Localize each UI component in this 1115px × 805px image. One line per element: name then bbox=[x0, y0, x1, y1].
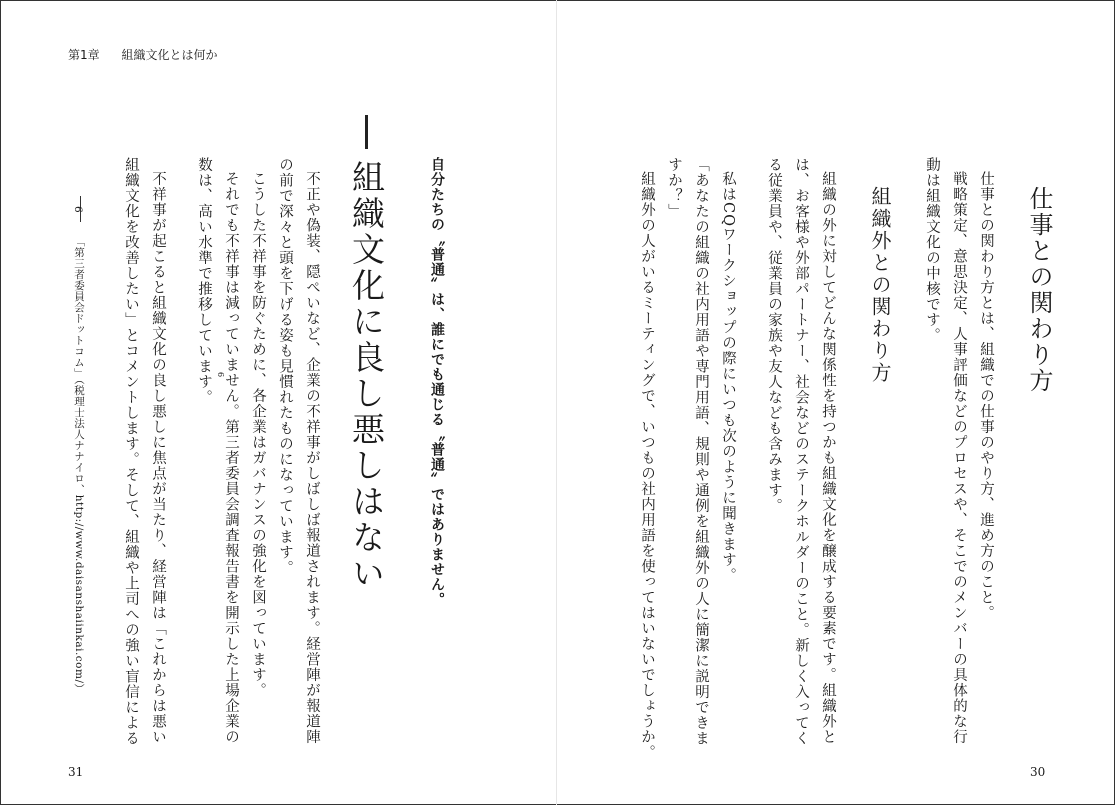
para-scandal-5: 数は、高い水準で推移しています。 bbox=[196, 157, 212, 405]
footnote-text: 「第三者委員会ドットコム」（税理士法人ナナイロ、http://www.daisanshaiinkai.com/） bbox=[73, 236, 85, 695]
para-ext-2: は、お客様や外部パートナー、社会などのステークホルダーのこと。新しく入ってく bbox=[793, 157, 809, 746]
para-q-3: すか？」 bbox=[666, 157, 682, 219]
para-scandal-4: それでも不祥事は減っていません。第三者委員会調査報告書を開示した上場企業の bbox=[223, 171, 239, 745]
page-number-right: 30 bbox=[1030, 765, 1046, 779]
para-work-1: 仕事との関わり方とは、組織での仕事のやり方、進め方のこと。 bbox=[978, 171, 994, 621]
chapter-title: 組織文化とは何か bbox=[121, 48, 218, 62]
gutter bbox=[556, 0, 557, 805]
para-ext-3: る従業員や、従業員の家族や友人なども含みます。 bbox=[766, 157, 782, 514]
running-header bbox=[68, 46, 235, 63]
footnote-marker: 6 bbox=[216, 372, 225, 378]
para-scandal-3: こうした不祥事を防ぐために、各企業はガバナンスの強化を図っています。 bbox=[250, 171, 266, 698]
footnote-number: 6 bbox=[72, 206, 84, 214]
para-culture-1: 不祥事が起こると組織文化の良し悪しに焦点が当たり、経営陣は「これからは悪い bbox=[150, 171, 166, 745]
para-work-2: 戦略策定、意思決定、人事評価などのプロセスや、そこでのメンバーの具体的な行 bbox=[951, 171, 967, 745]
para-scandal-1: 不正や偽装、隠ぺいなど、企業の不祥事がしばしば報道されます。経営陣が報道陣 bbox=[304, 171, 320, 745]
para-q-2: 「あなたの組織の社内用語や専門用語、規則や通例を組織外の人に簡潔に説明できま bbox=[693, 157, 709, 746]
para-q-1: 私はCQワークショップの際にいつも次のように聞きます。 bbox=[720, 171, 736, 584]
chapter-label: 第1章 bbox=[68, 48, 100, 62]
heading-external: 組織外との関わり方 bbox=[868, 186, 892, 384]
lead-sentence: 自分たちの〝普通〟は、誰にでも通じる〝普通〟ではありません。 bbox=[429, 157, 445, 607]
para-q-4: 組織外の人がいるミーティングで、いつもの社内用語を使ってはいないでしょうか。 bbox=[639, 171, 655, 760]
page-number-left: 31 bbox=[68, 765, 84, 779]
para-ext-1: 組織の外に対してどんな関係性を持つかも組織文化を醸成する要素です。組織外と bbox=[820, 171, 836, 745]
heading-work: 仕事との関わり方 bbox=[1025, 186, 1053, 394]
para-culture-2: 組織文化を改善したい」とコメントします。そして、組織や上司への強い盲信による bbox=[123, 157, 139, 746]
heading-no-good-bad: 組織文化に良し悪しはない bbox=[347, 160, 386, 592]
heading-rule bbox=[365, 115, 368, 149]
para-scandal-2: の前で深々と頭を下げる姿も見慣れたものになっています。 bbox=[277, 157, 293, 576]
para-work-3: 動は組織文化の中核です。 bbox=[924, 157, 940, 343]
